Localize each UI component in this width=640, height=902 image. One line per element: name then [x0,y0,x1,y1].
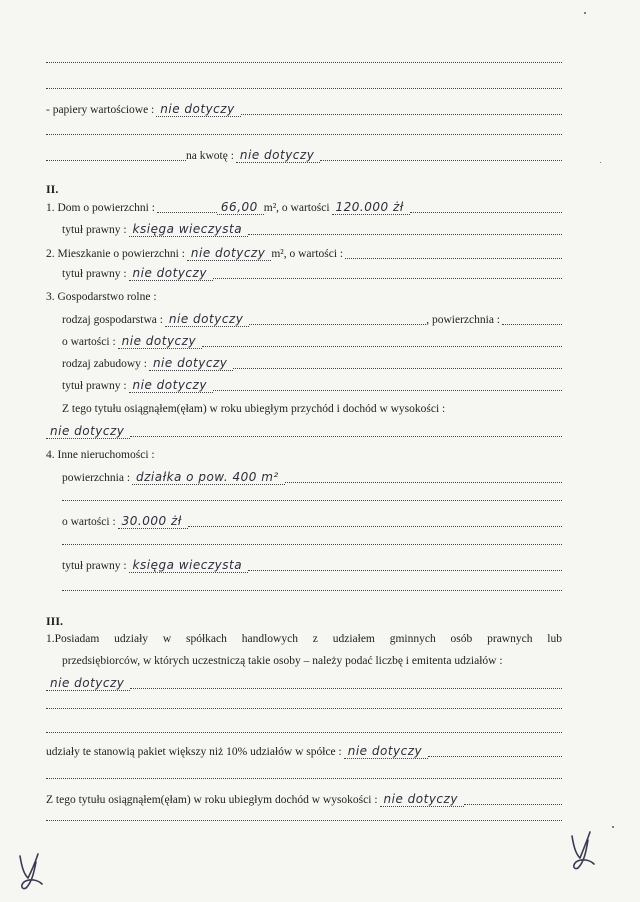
flat-title-row [62,266,562,281]
farm-type-value: nie dotyczy [165,312,249,327]
package-value: nie dotyczy [344,744,428,759]
shares-text-2: przedsiębiorców, w których uczestniczą takie osoby – należy podać liczbę i emitenta udziałów : [62,655,503,667]
other-area-row [62,470,562,485]
shares-text-1: 1.Posiadam udziały w spółkach handlowych z udziałem gminnych osób prawnych lub [46,633,562,645]
blank-line [46,88,562,89]
farm-income-value-row [46,424,562,439]
blank-line [62,590,562,591]
farm-income-label: Z tego tytułu osiągnąłem(ęłam) w roku ubiegłym przychód i dochód w wysokości : [62,403,446,415]
income-label: Z tego tytułu osiągnąłem(ęłam) w roku ubiegłym dochód w wysokości : [46,794,378,806]
blank-line [46,62,562,63]
farm-value-value: nie dotyczy [118,334,202,349]
other-title-row [62,558,562,573]
farm-area-label: , powierzchnia : [426,314,500,326]
farm-title-row [62,378,562,393]
farm-type-label: rodzaj gospodarstwa : [62,314,163,326]
shares-value-row [46,676,562,691]
section-2-heading: II. [46,182,59,196]
securities-label: - papiery wartościowe : [46,104,155,116]
house-title-row [62,222,562,237]
house-unit: m², o wartości [263,202,330,214]
blank-line [62,500,562,501]
flat-row [46,246,562,261]
house-title-label: tytuł prawny : [62,224,127,236]
signature-right [566,826,606,872]
farm-income-value: nie dotyczy [46,424,130,439]
farm-row [46,290,562,304]
income-value: nie dotyczy [380,792,464,807]
package-row [46,744,562,759]
securities-value: nie dotyczy [156,102,240,117]
flat-title-label: tytuł prawny : [62,268,127,280]
other-title-value: księga wieczysta [129,558,249,573]
farm-value-row [62,334,562,349]
signature-left [12,848,52,892]
shares-value: nie dotyczy [46,676,130,691]
farm-title-label: tytuł prawny : [62,380,127,392]
house-title-value: księga wieczysta [129,222,249,237]
flat-title-value: nie dotyczy [129,266,213,281]
blank-line [46,134,562,135]
house-value: 120.000 żł [332,200,410,215]
farm-income-row [62,402,562,416]
amount-value: nie dotyczy [236,148,320,163]
flat-unit: m², o wartości : [271,248,344,260]
blank-line [46,778,562,779]
other-value-row [62,514,562,529]
house-area: 66,00 [217,200,264,215]
farm-title-value: nie dotyczy [129,378,213,393]
other-value-value: 30.000 żł [118,514,188,529]
package-label: udziały te stanowią pakiet większy niż 10% udziałów w spółce : [46,746,342,758]
farm-building-value: nie dotyczy [149,356,233,371]
blank-line [46,708,562,709]
other-value-label: o wartości : [62,516,116,528]
other-label: 4. Inne nieruchomości : [46,449,155,461]
farm-building-row [62,356,562,371]
amount-label: na kwotę : [186,150,234,162]
income-row [46,792,562,807]
blank-line [62,544,562,545]
other-area-label: powierzchnia : [62,472,131,484]
flat-area: nie dotyczy [187,246,271,261]
other-row [46,448,562,462]
house-label: 1. Dom o powierzchni : [46,202,155,214]
farm-value-label: o wartości : [62,336,116,348]
other-title-label: tytuł prawny : [62,560,127,572]
blank-line [46,820,562,821]
other-area-value: działka o pow. 400 m² [132,470,285,485]
amount-row [46,148,562,163]
securities-row [46,102,562,117]
section-3-heading: III. [46,614,64,628]
flat-label: 2. Mieszkanie o powierzchni : [46,248,185,260]
farm-building-label: rodzaj zabudowy : [62,358,147,370]
blank-line [46,732,562,733]
farm-type-row [62,312,562,327]
farm-label: 3. Gospodarstwo rolne : [46,291,157,303]
house-row [46,200,562,215]
